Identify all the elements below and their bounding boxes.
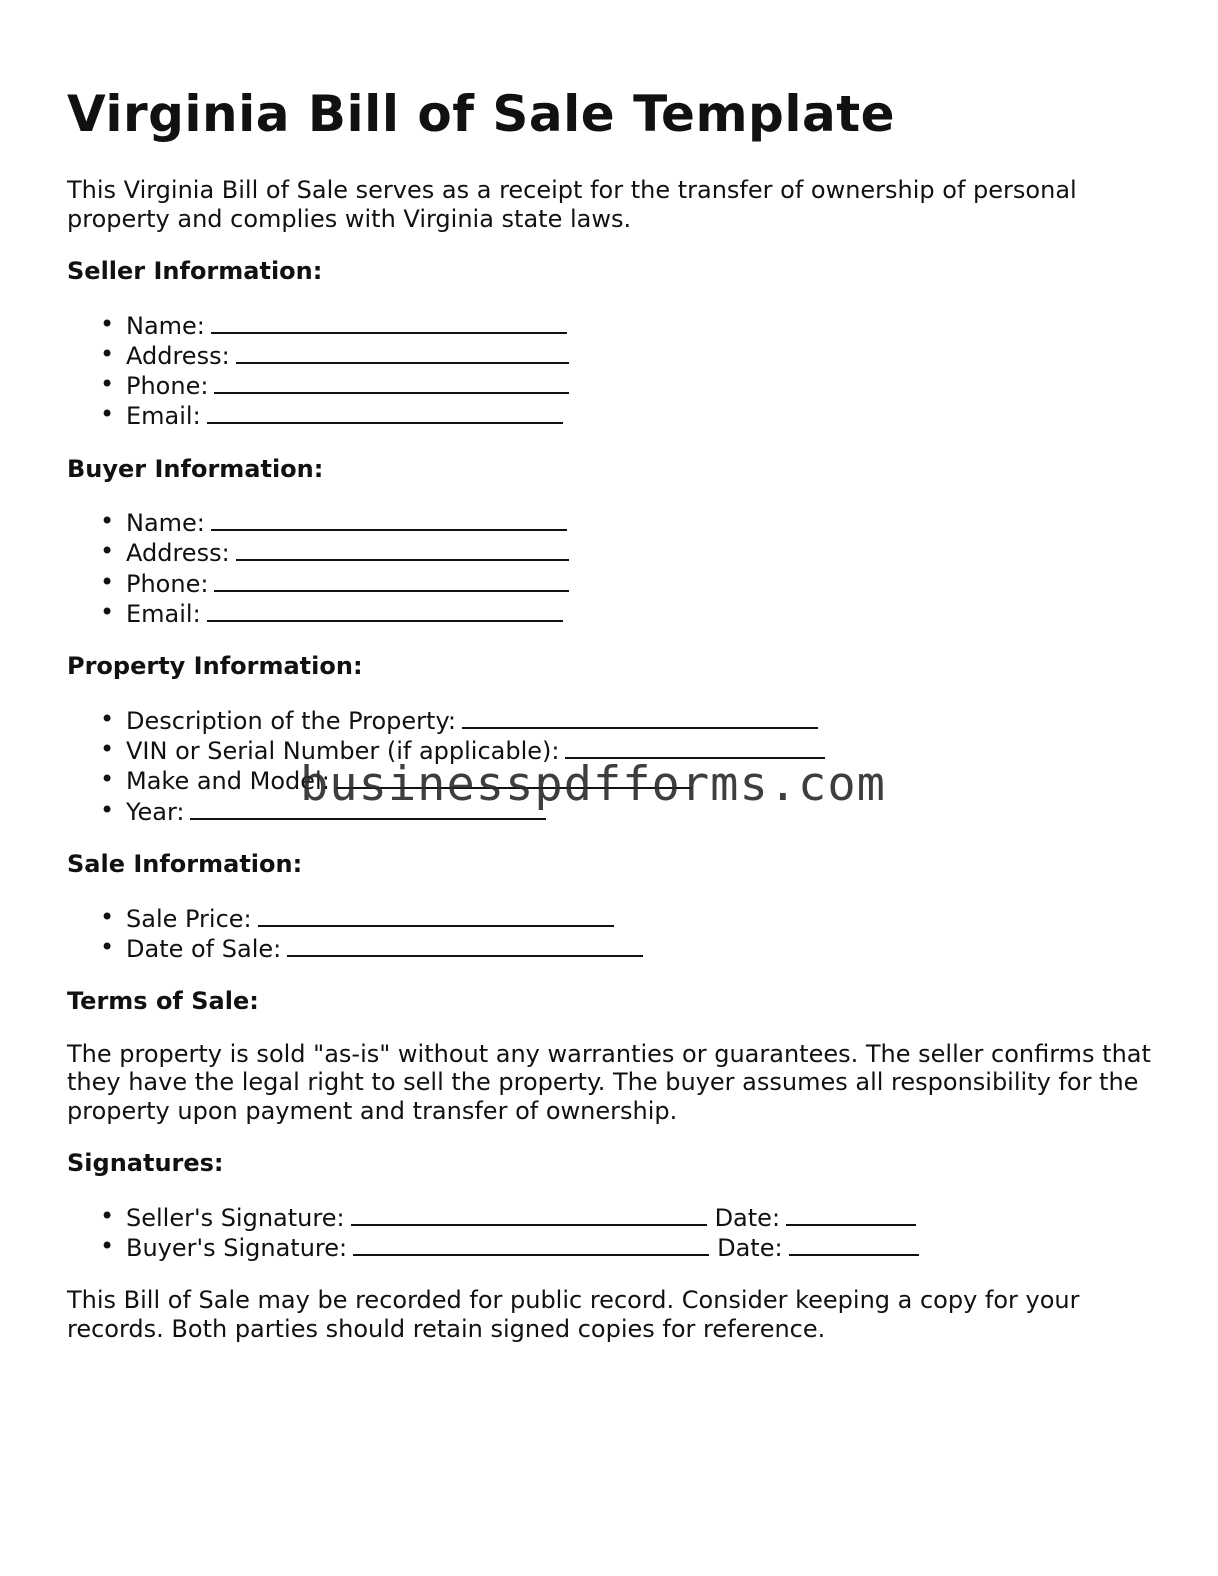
seller-email-blank[interactable] [207, 400, 563, 424]
signature-fields [67, 1202, 1167, 1263]
signatures-heading: Signatures: [67, 1149, 224, 1178]
seller-email-field: • Email: [67, 400, 1167, 430]
document-page [67, 0, 1167, 1343]
seller-phone-blank[interactable] [214, 370, 569, 394]
buyer-address-blank[interactable] [236, 537, 569, 561]
buyer-fields [67, 507, 1167, 628]
buyer-phone-blank[interactable] [214, 568, 569, 592]
seller-address-blank[interactable] [236, 340, 569, 364]
buyer-signature-field: • Buyer's Signature: Date: [67, 1232, 1167, 1262]
seller-date-label: Date: [714, 1203, 781, 1232]
buyer-phone-field: • Phone: [67, 568, 1167, 598]
seller-heading: Seller Information: [67, 257, 323, 285]
property-heading: Property Information: [67, 652, 363, 681]
property-year-field: • Year: [67, 796, 1167, 826]
buyer-email-blank[interactable] [207, 598, 563, 622]
seller-name-blank[interactable] [211, 310, 567, 334]
property-description-field: • Description of the Property: [67, 705, 1167, 735]
document-title: Virginia Bill of Sale Template [67, 85, 896, 143]
sale-price-field: • Sale Price: [67, 903, 1167, 933]
buyer-date-blank[interactable] [789, 1232, 919, 1256]
sale-heading: Sale Information: [67, 850, 303, 879]
sale-fields [67, 903, 1167, 964]
property-description-blank[interactable] [462, 705, 818, 729]
sale-price-blank[interactable] [258, 903, 614, 927]
seller-name-field: • Name: [67, 310, 1167, 340]
property-vin-field: • VIN or Serial Number (if applicable): [67, 735, 1167, 765]
watermark-text: businesspdfforms.com [300, 757, 886, 812]
property-vin-blank[interactable] [565, 735, 825, 759]
seller-fields [67, 310, 1167, 431]
seller-signature-field: • Seller's Signature: Date: [67, 1202, 1167, 1232]
closing-paragraph: This Bill of Sale may be recorded for public record. Consider keeping a copy for your records. Both parties should retain signed copies for reference. [67, 1286, 1080, 1343]
property-make-model-field: • Make and Model: [67, 765, 1167, 795]
terms-paragraph: The property is sold "as-is" without any warranties or guarantees. The seller confirms that they have the legal right to sell the property. The buyer assumes all responsibility for the property upon payment and transfer of ownership. [67, 1039, 1151, 1125]
seller-address-field: • Address: [67, 340, 1167, 370]
buyer-email-field: • Email: [67, 598, 1167, 628]
seller-date-blank[interactable] [786, 1202, 916, 1226]
buyer-date-label: Date: [717, 1233, 783, 1262]
sale-date-blank[interactable] [287, 933, 643, 957]
buyer-name-blank[interactable] [211, 507, 567, 531]
buyer-address-field: • Address: [67, 537, 1167, 567]
buyer-heading: Buyer Information: [67, 454, 324, 483]
intro-paragraph: This Virginia Bill of Sale serves as a receipt for the transfer of ownership of personal property and complies with Virginia state laws. [67, 176, 1077, 233]
sale-date-field: • Date of Sale: [67, 933, 1167, 963]
seller-signature-blank[interactable] [351, 1202, 707, 1226]
buyer-name-field: • Name: [67, 507, 1167, 537]
buyer-signature-blank[interactable] [353, 1232, 709, 1256]
terms-heading: Terms of Sale: [67, 987, 259, 1016]
seller-phone-field: • Phone: [67, 370, 1167, 400]
